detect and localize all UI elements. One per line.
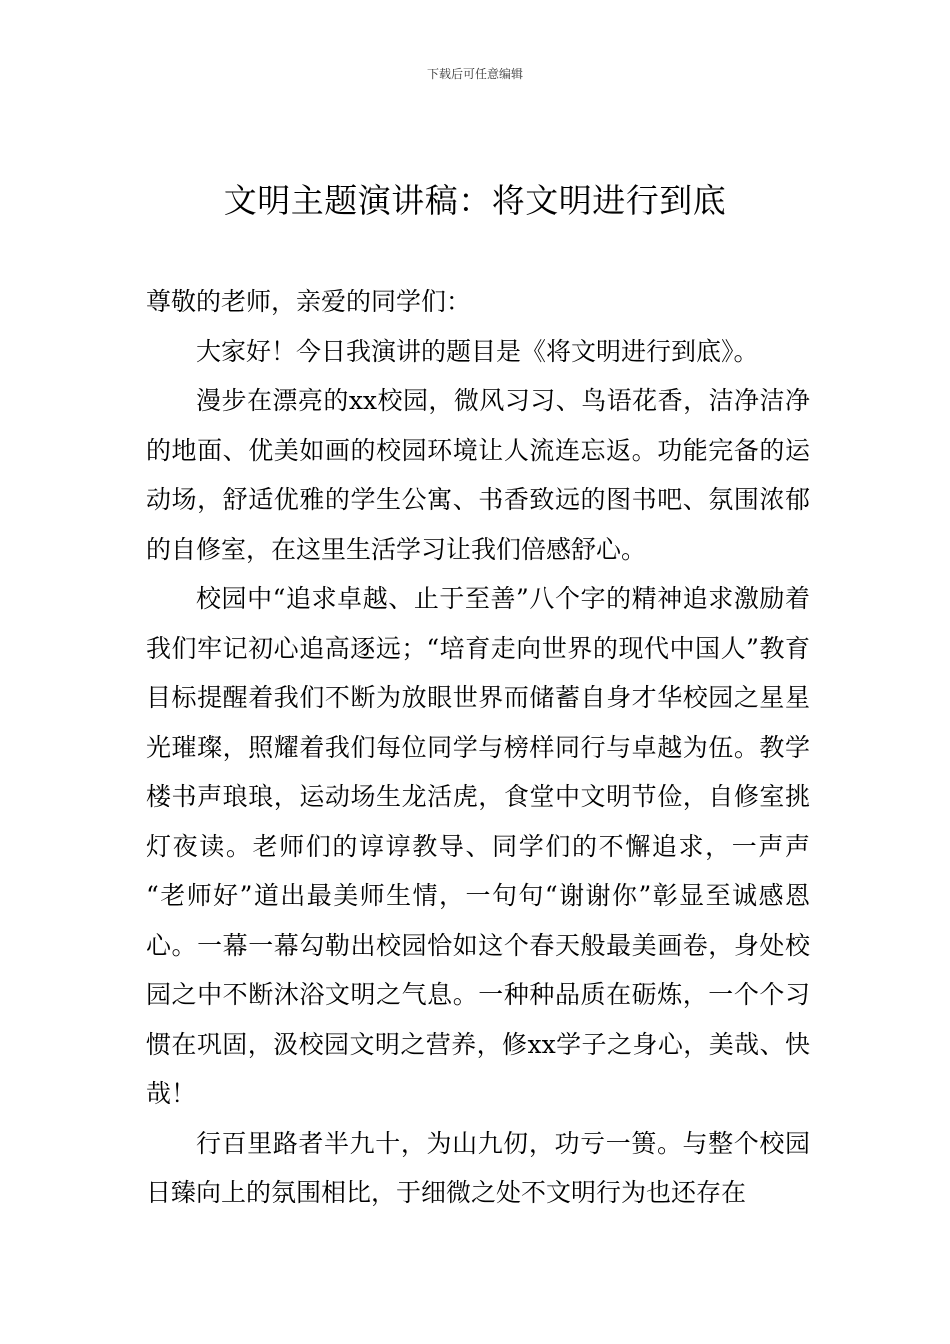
page-header-note: 下载后可任意编辑 xyxy=(426,67,523,81)
document-body xyxy=(146,277,810,1218)
document-title: 文明主题演讲稿：将文明进行到底 xyxy=(223,181,727,220)
paragraph-improvement: 行百里路者半九十，为山九仞，功亏一篑。与整个校园日臻向上的氛围相比，于细微之处不文明行为也还存在 xyxy=(146,1128,810,1207)
paragraph-campus-description: 漫步在漂亮的xx校园，微风习习、鸟语花香，洁净洁净的地面、优美如画的校园环境让人流连忘返。功能完备的运动场，舒适优雅的学生公寓、书香致远的图书吧、氛围浓郁的自修室，在这里生活学习让我们倍感舒心。 xyxy=(146,386,810,564)
salutation: 尊敬的老师，亲爱的同学们： xyxy=(146,287,472,316)
paragraph-greeting: 大家好！今日我演讲的题目是《将文明进行到底》。 xyxy=(196,336,759,366)
paragraph-campus-spirit: 校园中“追求卓越、止于至善”八个字的精神追求激励着我们牢记初心追高逐远；“培育走向世界的现代中国人”教育目标提醒着我们不断为放眼世界而储蓄自身才华校园之星星光璀璨，照耀着我们每位同学与榜样同行与卓越为伍。教学楼书声琅琅，运动场生龙活虎，食堂中文明节俭，自修室挑灯夜读。老师们的谆谆教导、同学们的不懈追求，一声声 “老师好”道出最美师生情，一句句“谢谢你”彰显至诚感恩心。一幕一幕勾勒出校园恰如这个春天般最美画卷，身处校园之中不断沐浴文明之气息。一种种品质在砺炼，一个个习惯在巩固，汲校园文明之营养，修xx学子之身心，美哉、快哉！ xyxy=(146,584,810,1108)
